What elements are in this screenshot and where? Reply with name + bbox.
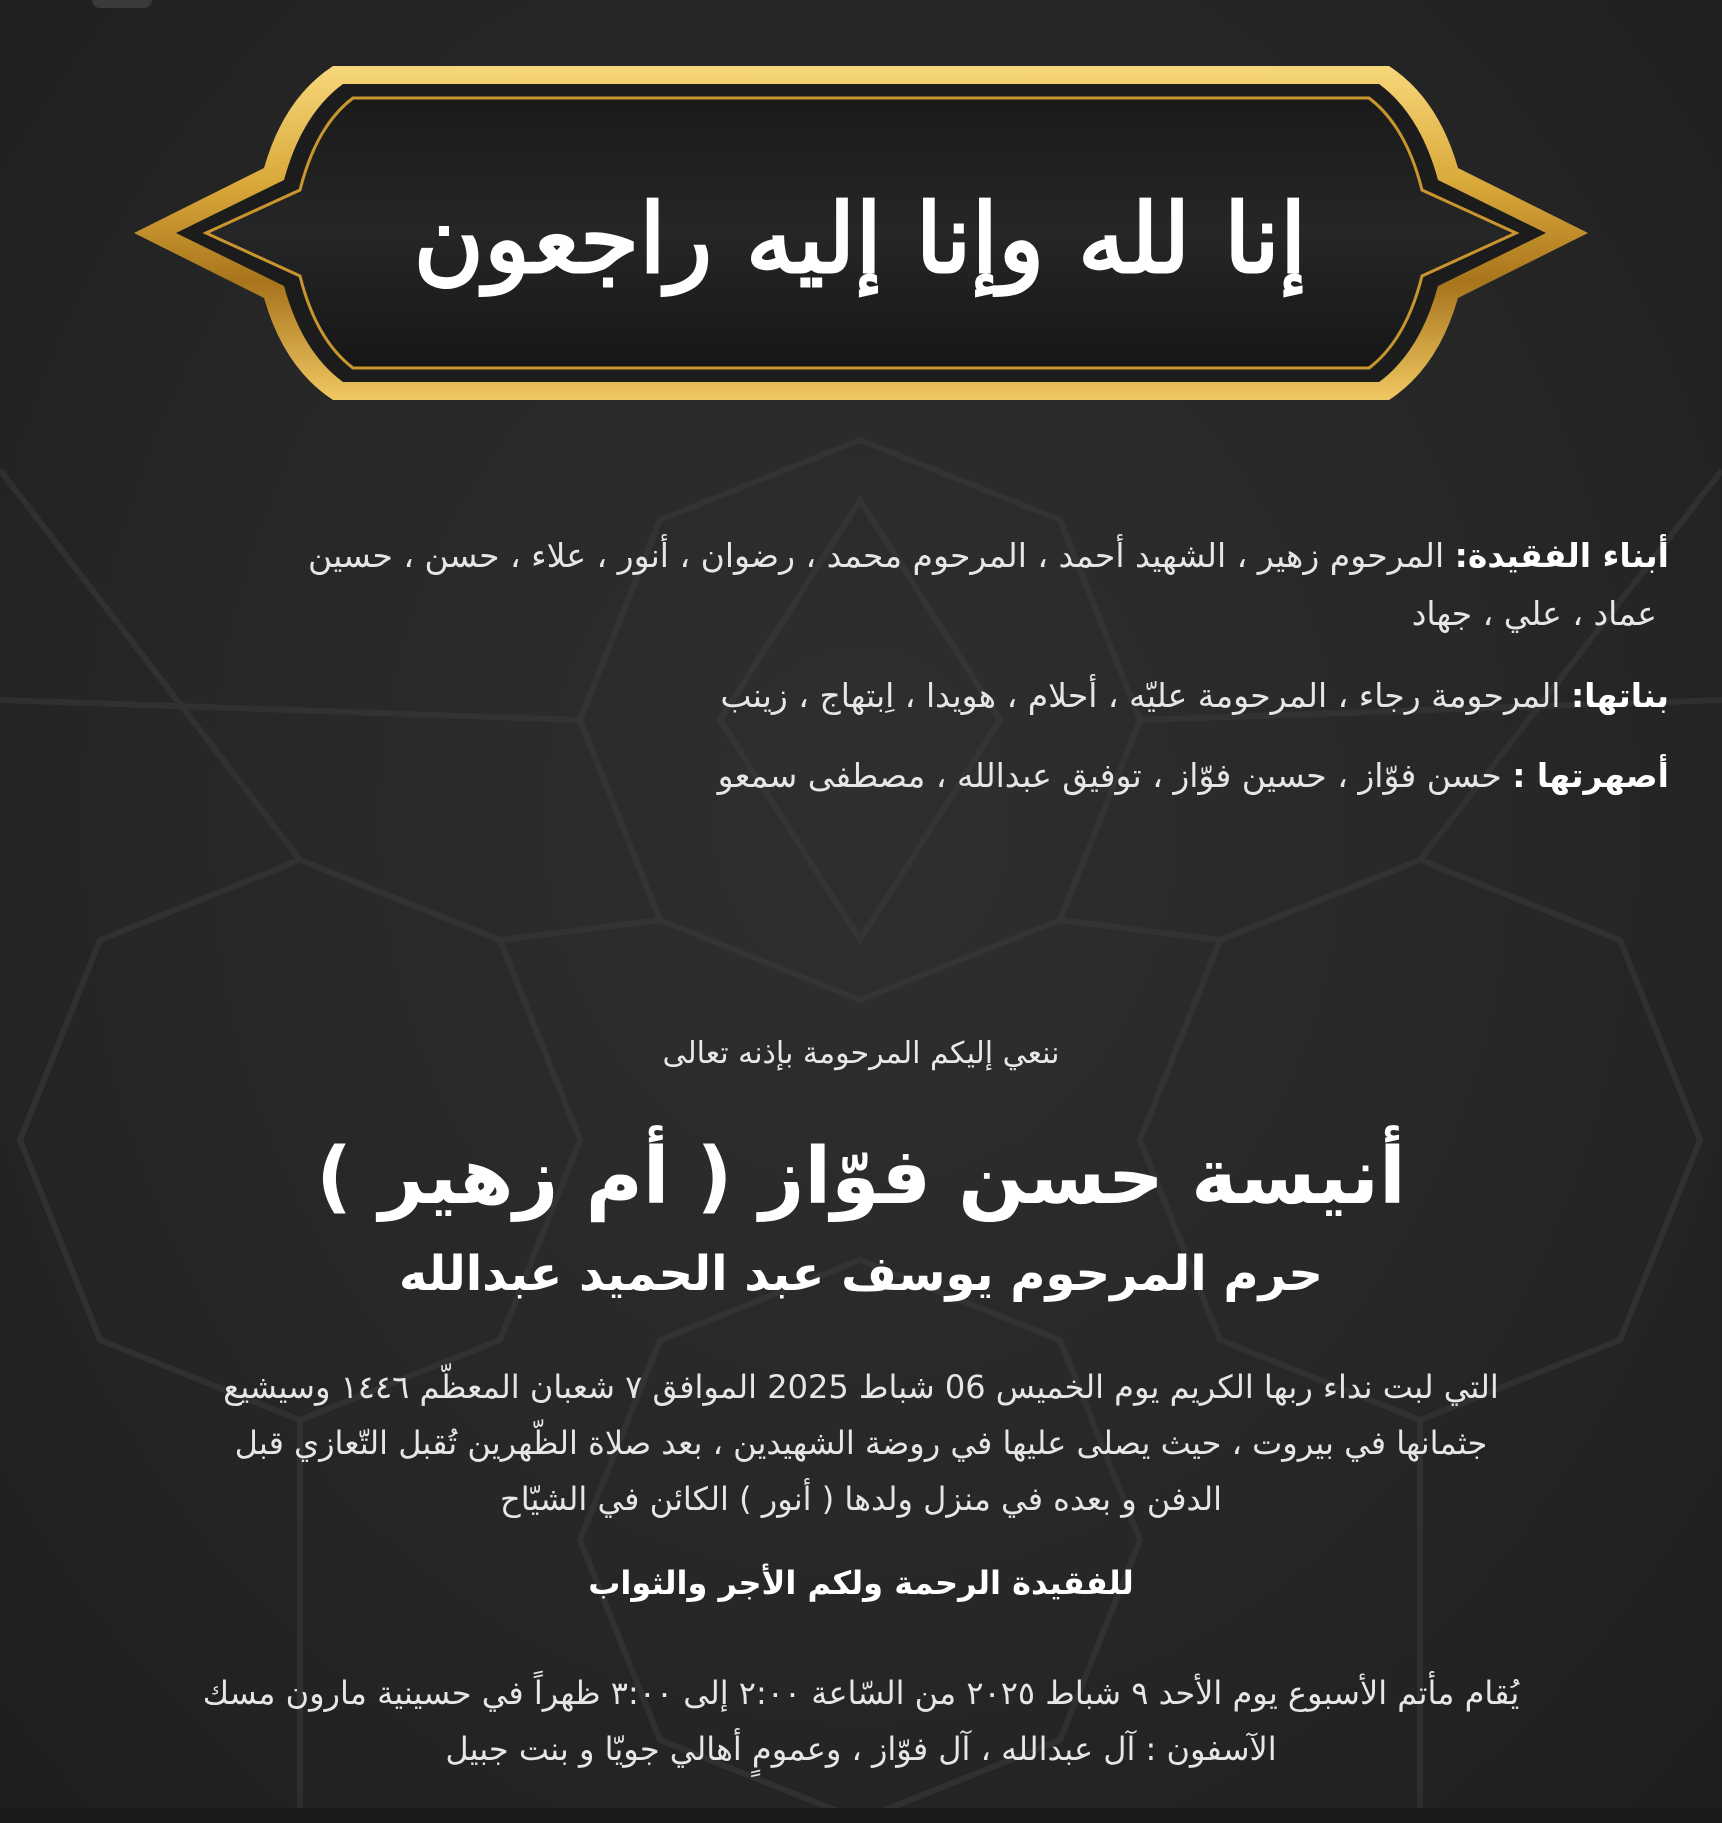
announcement-intro: ننعي إليكم المرحومة بإذنه تعالى — [662, 1036, 1060, 1071]
daughters-names: المرحومة رجاء ، المرحومة عليّه ، أحلام ، هويدا ، اِبتهاج ، زينب — [720, 676, 1561, 715]
deceased-name: أنيسة حسن فوّاز ( أم زهير ) — [316, 1132, 1406, 1222]
sons-names: المرحوم زهير ، الشهيد أحمد ، المرحوم محمد ، رضوان ، أنور ، علاء ، حسن ، حسين — [307, 536, 1445, 575]
spouse-line: حرم المرحوم يوسف عبد الحميد عبدالله — [398, 1246, 1324, 1302]
sons-label: أبناء الفقيدة: — [1454, 536, 1669, 575]
sons-in-law-line — [718, 756, 1669, 795]
sons-in-law-names: حسن فوّاز ، حسين فوّاز ، توفيق عبدالله ، مصطفى سمعو — [717, 756, 1502, 795]
body-text-line-2: جثمانها في بيروت ، حيث يصلى عليها في روضة الشهيدين ، بعد صلاة الظّهرين تُقبل التّعازي قبل — [234, 1424, 1488, 1462]
bottom-edge — [0, 1808, 1722, 1823]
body-text-line-1: التي لبت نداء ربها الكريم يوم الخميس 06 شباط 2025 الموافق ٧ شعبان المعظّم ١٤٤٦ وسيشيع — [223, 1368, 1499, 1406]
sons-line-continued: عماد ، علي ، جهاد — [1411, 594, 1657, 633]
closing-prayer: للفقيدة الرحمة ولكم الأجر والثواب — [588, 1564, 1134, 1602]
memorial-line-2: الآسفون : آل عبدالله ، آل فوّاز ، وعمومٍ أهالي جويّا و بنت جبيل — [445, 1730, 1277, 1768]
daughters-label: بناتها: — [1570, 676, 1669, 715]
top-edge-mark — [92, 0, 152, 8]
sons-line — [308, 536, 1669, 575]
body-text-line-3: الدفن و بعده في منزل ولدها ( أنور ) الكائن في الشيّاح — [500, 1480, 1222, 1518]
daughters-line — [720, 676, 1669, 715]
sons-in-law-label: أصهرتها : — [1512, 756, 1669, 795]
memorial-line-1: يُقام مأتم الأسبوع يوم الأحد ٩ شباط ٢٠٢٥ من السّاعة ٢:٠٠ إلى ٣:٠٠ ظهراً في حسينية مارون مسك — [202, 1674, 1520, 1712]
banner-calligraphy: إنا لله وإنا إليه راجعون — [413, 181, 1307, 295]
